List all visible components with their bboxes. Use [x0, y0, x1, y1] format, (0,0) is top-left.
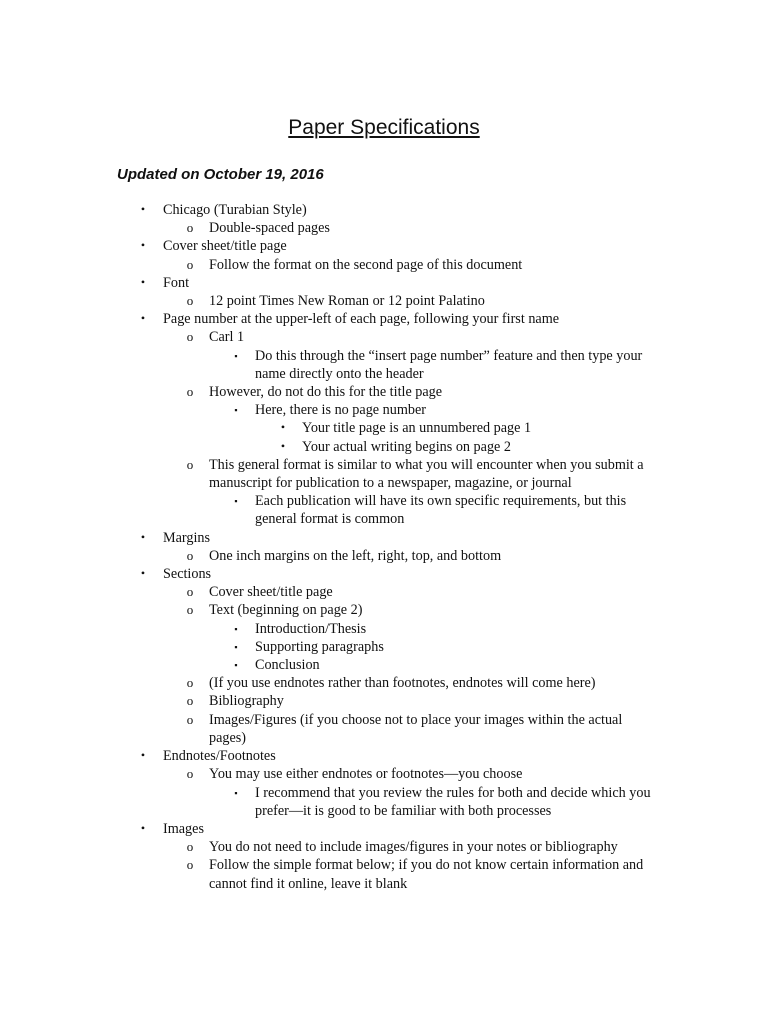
- list-item-text: Chicago (Turabian Style): [163, 202, 307, 218]
- list-item-text: This general format is similar to what you will encounter when you submit a manuscript for publication to a newspaper, magazine, or journal: [209, 456, 644, 492]
- bullet-icon: o: [186, 584, 194, 600]
- list-item-level-1: [0, 310, 768, 328]
- list-item-level-3: [0, 492, 768, 528]
- bullet-icon: o: [186, 329, 194, 345]
- bullet-icon: •: [140, 274, 146, 289]
- list-item-text: Images/Figures (if you choose not to place your images within the actual pages): [209, 711, 623, 746]
- bullet-icon: o: [186, 384, 194, 400]
- list-item-text: Introduction/Thesis: [255, 620, 367, 637]
- bullet-icon: ▪: [234, 623, 238, 634]
- bullet-icon: •: [140, 238, 146, 253]
- bullet-icon: o: [186, 839, 194, 855]
- list-item-text: Supporting paragraphs: [255, 638, 384, 655]
- list-item-text: However, do not do this for the title page: [209, 384, 443, 401]
- list-item-text: Your actual writing begins on page 2: [302, 438, 511, 455]
- list-item-level-2: [0, 601, 768, 619]
- bullet-icon: o: [186, 766, 194, 782]
- bullet-icon: ▪: [234, 660, 238, 671]
- bullet-icon: o: [186, 293, 194, 309]
- list-item-level-1: [0, 237, 768, 255]
- list-item-text: One inch margins on the left, right, top, and bottom: [209, 547, 502, 564]
- list-item-text: Your title page is an unnumbered page 1: [302, 420, 532, 437]
- bullet-icon: ▪: [234, 641, 238, 652]
- list-item-level-3: [0, 401, 768, 419]
- bullet-icon: o: [186, 675, 194, 691]
- list-item-level-4: [0, 438, 768, 456]
- list-item-text: 12 point Times New Roman or 12 point Palatino: [209, 293, 485, 310]
- list-item-level-2: [0, 692, 768, 710]
- list-item-level-2: [0, 292, 768, 310]
- list-item-text: Text (beginning on page 2): [209, 602, 363, 619]
- list-item-level-1: [0, 529, 768, 547]
- list-item-level-2: [0, 838, 768, 856]
- page-title: Paper Specifications: [288, 116, 480, 139]
- list-item-level-3: [0, 784, 768, 820]
- outline-list: [0, 201, 768, 893]
- list-item-level-2: [0, 765, 768, 783]
- list-item-level-2: [0, 256, 768, 274]
- list-item-level-3: [0, 347, 768, 383]
- bullet-icon: •: [140, 311, 146, 326]
- bullet-icon: ▪: [234, 405, 238, 416]
- bullet-icon: •: [280, 420, 286, 435]
- updated-date: Updated on October 19, 2016: [117, 166, 324, 183]
- list-item-text: Font: [163, 274, 190, 291]
- list-item-level-1: [0, 201, 768, 219]
- list-item-text: Images: [163, 820, 204, 837]
- list-item-text: Conclusion: [255, 657, 320, 674]
- bullet-icon: o: [186, 602, 194, 618]
- list-item-text: You may use either endnotes or footnotes—you choose: [209, 766, 523, 783]
- list-item-level-1: [0, 820, 768, 838]
- list-item-level-2: [0, 328, 768, 346]
- bullet-icon: ▪: [234, 787, 238, 798]
- list-item-text: You do not need to include images/figures in your notes or bibliography: [209, 839, 618, 856]
- list-item-text: Here, there is no page number: [255, 402, 426, 419]
- bullet-icon: •: [140, 529, 146, 544]
- list-item-level-2: [0, 674, 768, 692]
- list-item-level-3: [0, 638, 768, 656]
- bullet-icon: •: [140, 820, 146, 835]
- bullet-icon: o: [186, 547, 194, 563]
- list-item-level-3: [0, 656, 768, 674]
- list-item-level-2: [0, 583, 768, 601]
- list-item-text: Cover sheet/title page: [163, 238, 287, 255]
- list-item-level-3: [0, 620, 768, 638]
- bullet-icon: •: [280, 438, 286, 453]
- bullet-icon: •: [140, 566, 146, 581]
- list-item-text: Follow the format on the second page of this document: [209, 256, 523, 273]
- list-item-level-2: [0, 219, 768, 237]
- list-item-text: Do this through the “insert page number” feature and then type your name directly onto the header: [255, 347, 643, 382]
- list-item-level-2: [0, 456, 768, 492]
- bullet-icon: o: [186, 456, 194, 472]
- list-item-text: Margins: [163, 529, 211, 546]
- list-item-text: I recommend that you review the rules for both and decide which you prefer—it is good to be familiar with both processes: [255, 784, 651, 819]
- list-item-text: (If you use endnotes rather than footnotes, endnotes will come here): [209, 675, 596, 692]
- bullet-icon: ▪: [234, 496, 238, 507]
- bullet-icon: •: [140, 202, 146, 216]
- list-item-level-2: [0, 856, 768, 892]
- list-item-level-1: [0, 565, 768, 583]
- list-item-text: Endnotes/Footnotes: [163, 748, 276, 765]
- list-item-text: Page number at the upper-left of each page, following your first name: [163, 311, 560, 328]
- bullet-icon: o: [186, 220, 194, 236]
- list-item-level-1: [0, 274, 768, 292]
- list-item-text: Each publication will have its own specific requirements, but this general format is common: [255, 493, 627, 528]
- list-item-text: Double-spaced pages: [209, 220, 330, 237]
- list-item-level-2: [0, 547, 768, 565]
- list-item-level-4: [0, 419, 768, 437]
- list-item-text: Carl 1: [209, 329, 245, 346]
- list-item-level-2: [0, 711, 768, 747]
- bullet-icon: •: [140, 748, 146, 763]
- list-item-level-2: [0, 383, 768, 401]
- list-item-text: Bibliography: [209, 693, 284, 710]
- bullet-icon: ▪: [234, 350, 238, 361]
- list-item-text: Follow the simple format below; if you do not know certain information and cannot find it online, leave it blank: [209, 857, 644, 892]
- list-item-level-1: [0, 747, 768, 765]
- bullet-icon: o: [186, 711, 194, 727]
- list-item-text: Sections: [163, 566, 212, 583]
- bullet-icon: o: [186, 693, 194, 709]
- bullet-icon: o: [186, 857, 194, 873]
- bullet-icon: o: [186, 256, 194, 272]
- list-item-text: Cover sheet/title page: [209, 584, 333, 601]
